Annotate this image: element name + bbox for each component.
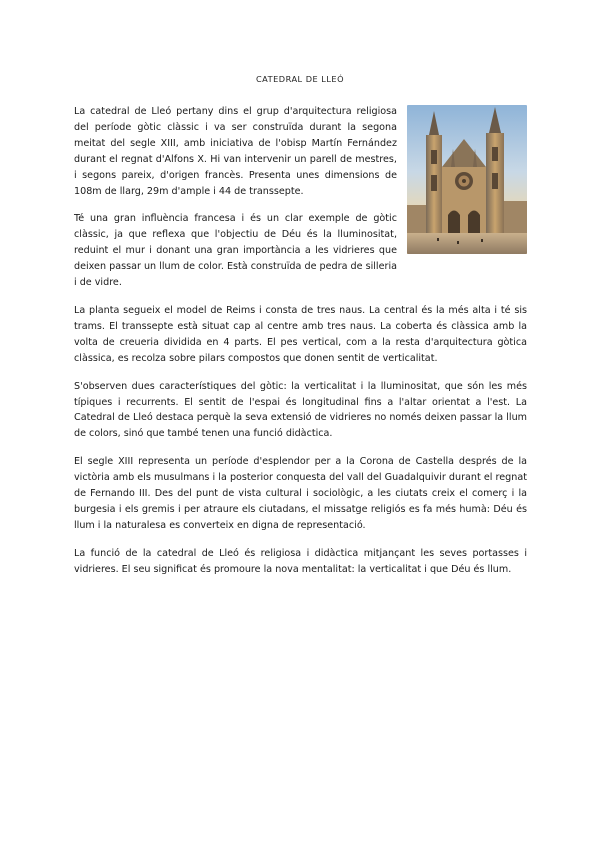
cathedral-image [407, 105, 527, 254]
cathedral-photo [407, 105, 527, 254]
paragraph-4: S'observen dues característiques del gòtic: la verticalitat i la lluminositat, que són les més típiques i recurrents. El sentit de l'espai és longitudinal fins a l'altar orientat a l'est. La Catedral de Lleó destaca perquè la seva extensió de vidrieres no només deixen passar la llum de colors, sinó que també tenen una funció didàctica. [74, 380, 527, 440]
paragraph-5: El segle XIII representa un període d'esplendor per a la Corona de Castella després de la victòria amb els musulmans i la posterior conquesta del vall del Guadalquivir durant el regnat de Fernando III. Des del punt de vista cultural i sociològic, a les ciutats creix el comerç i la burgesia i els gremis i per atraure els ciutadans, el missatge religiós es fa més humà: Déu és llum i la naturalesa es converteix en digna de representació. [74, 456, 527, 531]
paragraph-6: La funció de la catedral de Lleó és religiosa i didàctica mitjançant les seves portasses i vidrieres. El seu significat és promoure la nova mentalitat: la verticalitat i que Déu és llum. [74, 547, 527, 575]
paragraph-1: La catedral de Lleó pertany dins el grup d'arquitectura religiosa del període gòtic clàssic i va ser construïda durant la segona meitat del segle XIII, amb iniciativa de l'obisp Martín Fernández durant el regnat d'Alfons X. Hi van intervenir un parell de mestres, i segons pareix, d'origen francès. Presenta unes dimensions de 108m de llarg, 29m d'ample i 44 de transsepte. [74, 106, 397, 197]
document-title: CATEDRAL DE LLEÓ [255, 74, 345, 84]
paragraph-3: La planta segueix el model de Reims i consta de tres naus. La central és la més alta i té sis trams. El transsepte està situat cap al centre amb tres naus. La coberta és clàssica amb la volta de creueria dividida en 4 parts. El pes vertical, com a la resta d'arquitectura gòtica clàssica, es recolza sobre pilars compostos que donen sentit de verticalitat. [74, 304, 527, 364]
document-body [74, 104, 527, 590]
paragraph-2: Té una gran influència francesa i és un clar exemple de gòtic clàssic, ja que reflexa que l'objectiu de Déu és la lluminositat, reduint el mur i donant una gran importància a les vidrieres que deixen passar un llum de color. Està construïda de pedra de silleria i de vidre. [74, 213, 397, 289]
